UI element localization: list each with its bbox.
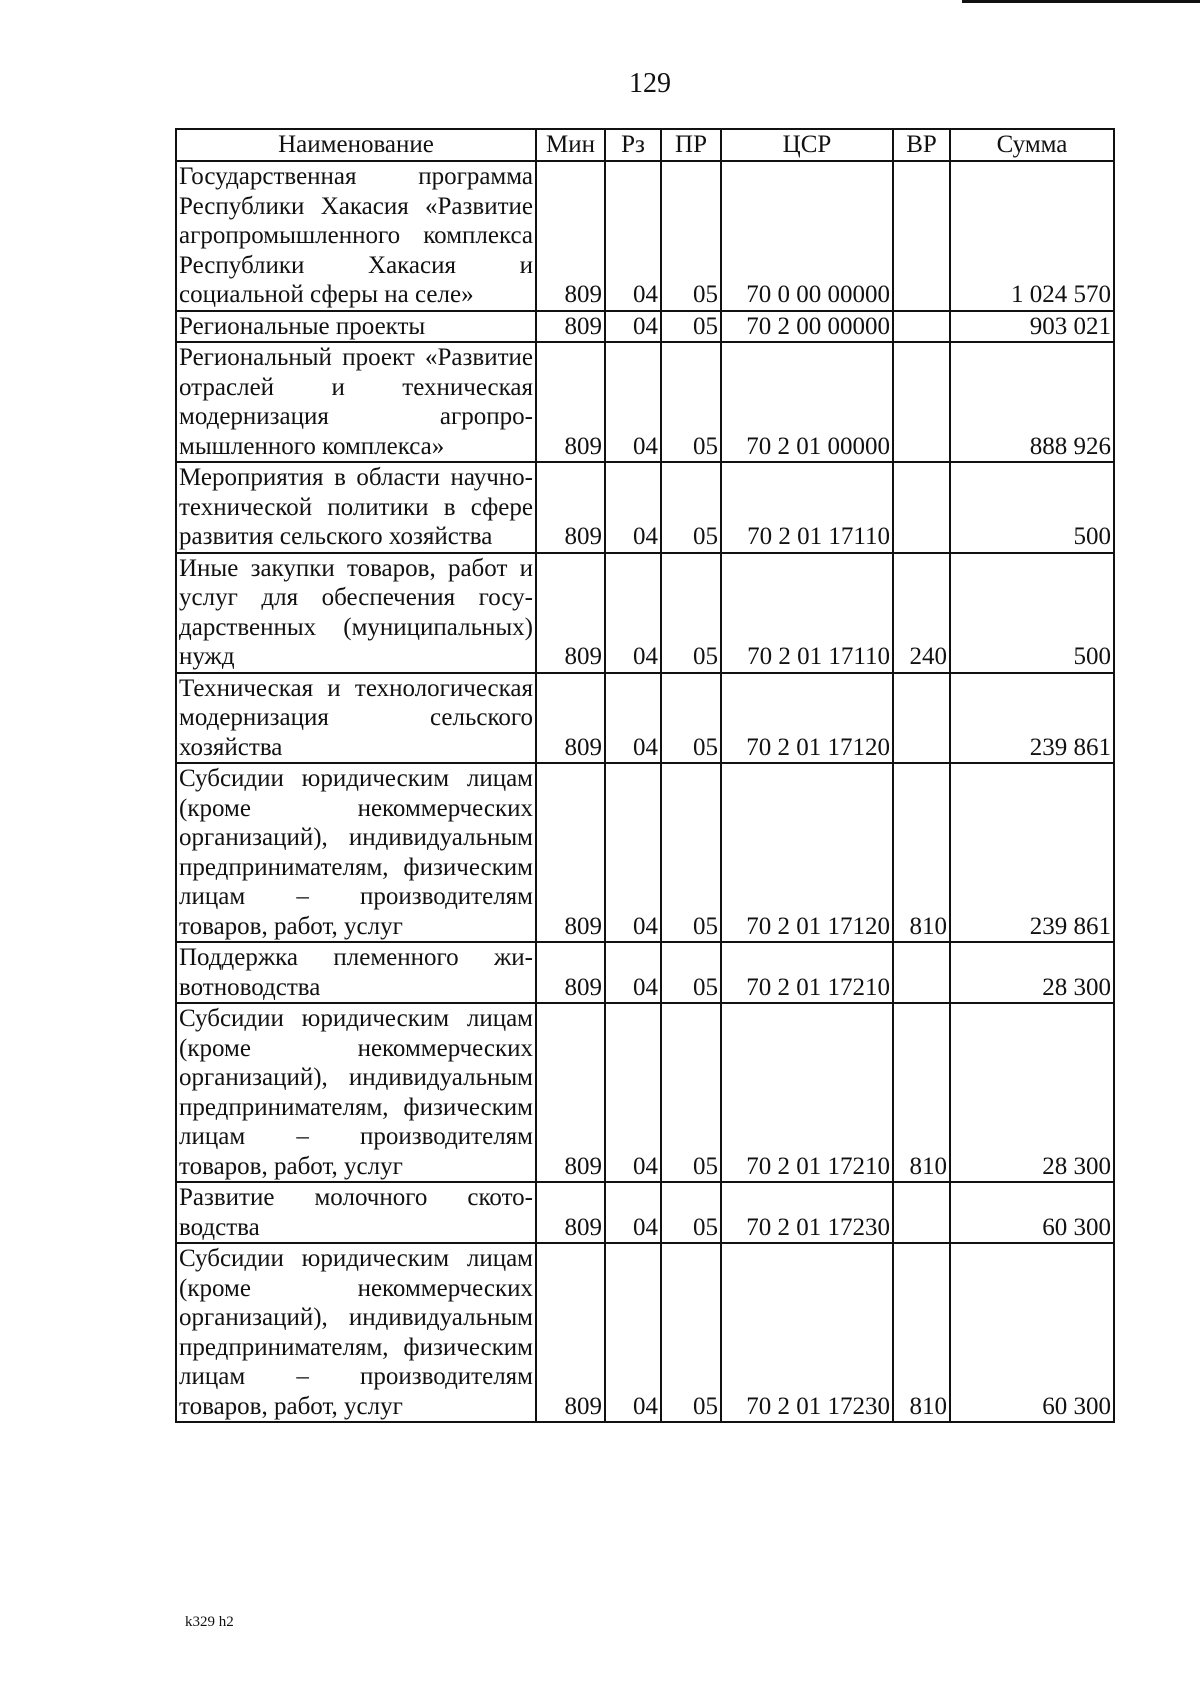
- row-csr: 70 2 01 17120: [721, 763, 893, 942]
- row-sum: 903 021: [950, 311, 1114, 343]
- row-rz: 04: [605, 942, 661, 1003]
- row-min: 809: [536, 763, 605, 942]
- header-csr: ЦСР: [721, 129, 893, 161]
- row-pr: 05: [661, 311, 721, 343]
- table-row: [176, 673, 1114, 764]
- row-vr: [893, 311, 950, 343]
- header-name: Наименование: [176, 129, 536, 161]
- row-vr: [893, 462, 950, 553]
- header-sum: Сумма: [950, 129, 1114, 161]
- row-name: Мероприятия в области научно-технической политики в сфере развития сельского хозяйства: [176, 462, 536, 553]
- row-name: Государственная программа Республики Хакасия «Развитие агропромышленного комплекса Республики Хакасия и социальной сферы на селе»: [176, 161, 536, 311]
- header-vr: ВР: [893, 129, 950, 161]
- page-number: 129: [629, 68, 671, 99]
- row-vr: 240: [893, 553, 950, 673]
- table-row: [176, 462, 1114, 553]
- row-csr: 70 2 01 17210: [721, 1003, 893, 1182]
- header-rz: Рз: [605, 129, 661, 161]
- row-vr: 810: [893, 1243, 950, 1422]
- table-row: [176, 1182, 1114, 1243]
- row-rz: 04: [605, 1003, 661, 1182]
- row-min: 809: [536, 462, 605, 553]
- table-row: [176, 1243, 1114, 1422]
- row-rz: 04: [605, 161, 661, 311]
- row-csr: 70 2 01 17110: [721, 462, 893, 553]
- row-name: Иные закупки товаров, работ и услуг для обеспечения государственных (муниципальных) нужд: [176, 553, 536, 673]
- table-row: [176, 311, 1114, 343]
- document-code: k329 h2: [185, 1614, 234, 1630]
- row-csr: 70 2 00 00000: [721, 311, 893, 343]
- row-pr: 05: [661, 1003, 721, 1182]
- row-rz: 04: [605, 462, 661, 553]
- table-row: [176, 553, 1114, 673]
- row-sum: 239 861: [950, 763, 1114, 942]
- row-min: 809: [536, 311, 605, 343]
- row-name: Поддержка племенного животноводства: [176, 942, 536, 1003]
- row-csr: 70 2 01 17120: [721, 673, 893, 764]
- row-rz: 04: [605, 673, 661, 764]
- table-row: [176, 1003, 1114, 1182]
- row-sum: 28 300: [950, 942, 1114, 1003]
- row-name: Субсидии юридическим лицам (кроме некоммерческих организаций), индивидуальным предпринимателям, физическим лицам – производителям товаров, работ, услуг: [176, 1243, 536, 1422]
- row-vr: [893, 673, 950, 764]
- row-min: 809: [536, 553, 605, 673]
- row-min: 809: [536, 942, 605, 1003]
- row-name: Субсидии юридическим лицам (кроме некоммерческих организаций), индивидуальным предпринимателям, физическим лицам – производителям товаров, работ, услуг: [176, 1003, 536, 1182]
- row-min: 809: [536, 1003, 605, 1182]
- row-pr: 05: [661, 763, 721, 942]
- row-min: 809: [536, 161, 605, 311]
- row-vr: 810: [893, 763, 950, 942]
- row-pr: 05: [661, 342, 721, 462]
- row-csr: 70 2 01 17210: [721, 942, 893, 1003]
- top-edge-rule: [962, 0, 1200, 3]
- budget-table: [175, 128, 1115, 1423]
- row-sum: 500: [950, 462, 1114, 553]
- row-name: Техническая и технологическая модернизация сельского хозяйства: [176, 673, 536, 764]
- row-pr: 05: [661, 673, 721, 764]
- row-rz: 04: [605, 342, 661, 462]
- row-min: 809: [536, 1243, 605, 1422]
- row-csr: 70 2 01 17230: [721, 1243, 893, 1422]
- row-rz: 04: [605, 553, 661, 673]
- table-row: [176, 161, 1114, 311]
- row-name: Развитие молочного скотоводства: [176, 1182, 536, 1243]
- row-name: Региональный проект «Развитие отраслей и техническая модернизация агропромышленного комплекса»: [176, 342, 536, 462]
- row-pr: 05: [661, 1243, 721, 1422]
- row-sum: 239 861: [950, 673, 1114, 764]
- row-vr: 810: [893, 1003, 950, 1182]
- row-csr: 70 2 01 17230: [721, 1182, 893, 1243]
- row-csr: 70 0 00 00000: [721, 161, 893, 311]
- row-min: 809: [536, 1182, 605, 1243]
- row-min: 809: [536, 342, 605, 462]
- row-rz: 04: [605, 1182, 661, 1243]
- table-row: [176, 763, 1114, 942]
- row-sum: 1 024 570: [950, 161, 1114, 311]
- row-rz: 04: [605, 763, 661, 942]
- header-min: Мин: [536, 129, 605, 161]
- table-row: [176, 942, 1114, 1003]
- row-rz: 04: [605, 1243, 661, 1422]
- row-name: Субсидии юридическим лицам (кроме некоммерческих организаций), индивидуальным предпринимателям, физическим лицам – производителям товаров, работ, услуг: [176, 763, 536, 942]
- row-vr: [893, 1182, 950, 1243]
- row-csr: 70 2 01 17110: [721, 553, 893, 673]
- row-rz: 04: [605, 311, 661, 343]
- row-min: 809: [536, 673, 605, 764]
- row-pr: 05: [661, 553, 721, 673]
- row-csr: 70 2 01 00000: [721, 342, 893, 462]
- table-header-row: [176, 129, 1114, 161]
- row-sum: 28 300: [950, 1003, 1114, 1182]
- row-sum: 60 300: [950, 1243, 1114, 1422]
- row-vr: [893, 942, 950, 1003]
- row-vr: [893, 161, 950, 311]
- row-sum: 500: [950, 553, 1114, 673]
- row-name: Региональные проекты: [176, 311, 536, 343]
- row-pr: 05: [661, 942, 721, 1003]
- row-pr: 05: [661, 161, 721, 311]
- row-pr: 05: [661, 462, 721, 553]
- row-sum: 888 926: [950, 342, 1114, 462]
- table-row: [176, 342, 1114, 462]
- row-vr: [893, 342, 950, 462]
- row-pr: 05: [661, 1182, 721, 1243]
- header-pr: ПР: [661, 129, 721, 161]
- row-sum: 60 300: [950, 1182, 1114, 1243]
